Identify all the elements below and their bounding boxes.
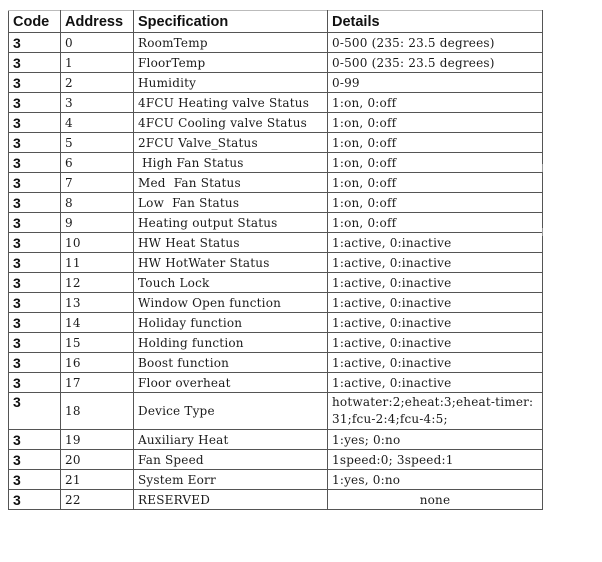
table-row: [9, 353, 543, 373]
cell-code: 3: [9, 490, 61, 510]
cell-specification: Heating output Status: [134, 213, 328, 233]
cell-code: 3: [9, 430, 61, 450]
header-code: Code: [9, 11, 61, 33]
table-row: [9, 93, 543, 113]
header-details: Details: [328, 11, 543, 33]
cell-details: none: [328, 490, 543, 510]
table-row: [9, 113, 543, 133]
cell-address: 0: [61, 33, 134, 53]
cell-address: 18: [61, 393, 134, 430]
table-row: [9, 333, 543, 353]
cell-details: 1:on, 0:off: [328, 173, 543, 193]
cell-code: 3: [9, 213, 61, 233]
cell-specification: Med Fan Status: [134, 173, 328, 193]
table-row: [9, 133, 543, 153]
cell-code: 3: [9, 113, 61, 133]
table-row: [9, 153, 543, 173]
cell-code: 3: [9, 273, 61, 293]
cell-code: 3: [9, 353, 61, 373]
cell-code: 3: [9, 173, 61, 193]
cell-details: 1:active, 0:inactive: [328, 313, 543, 333]
cell-specification: Humidity: [134, 73, 328, 93]
cell-address: 9: [61, 213, 134, 233]
cell-specification: Touch Lock: [134, 273, 328, 293]
cell-specification: Boost function: [134, 353, 328, 373]
cell-specification: 4FCU Cooling valve Status: [134, 113, 328, 133]
cell-address: 20: [61, 450, 134, 470]
cell-code: 3: [9, 93, 61, 113]
cell-specification: RESERVED: [134, 490, 328, 510]
cell-address: 2: [61, 73, 134, 93]
cell-specification: 2FCU Valve_Status: [134, 133, 328, 153]
cell-specification: System Eorr: [134, 470, 328, 490]
cell-details: hotwater:2;eheat:3;eheat-timer:31;fcu-2:4;fcu-4:5;: [328, 393, 543, 430]
cell-specification: Holding function: [134, 333, 328, 353]
table-row: [9, 313, 543, 333]
table-row: [9, 490, 543, 510]
cell-address: 17: [61, 373, 134, 393]
cell-specification: 4FCU Heating valve Status: [134, 93, 328, 113]
table-row: [9, 470, 543, 490]
table-row: [9, 193, 543, 213]
register-table-container: [8, 10, 542, 510]
cell-code: 3: [9, 73, 61, 93]
cell-details: 1:active, 0:inactive: [328, 253, 543, 273]
cell-specification: Auxiliary Heat: [134, 430, 328, 450]
table-row: [9, 430, 543, 450]
cell-address: 12: [61, 273, 134, 293]
cell-details: 1:active, 0:inactive: [328, 373, 543, 393]
scan-edge-mark: [542, 164, 543, 172]
cell-address: 16: [61, 353, 134, 373]
cell-specification: Holiday function: [134, 313, 328, 333]
cell-details: 0-500 (235: 23.5 degrees): [328, 33, 543, 53]
cell-details: 1:on, 0:off: [328, 213, 543, 233]
cell-address: 10: [61, 233, 134, 253]
cell-details: 1:yes, 0:no: [328, 470, 543, 490]
cell-specification: HW Heat Status: [134, 233, 328, 253]
header-address: Address: [61, 11, 134, 33]
cell-details: 1:on, 0:off: [328, 133, 543, 153]
cell-code: 3: [9, 53, 61, 73]
cell-code: 3: [9, 393, 61, 430]
table-row: [9, 253, 543, 273]
cell-code: 3: [9, 450, 61, 470]
register-table: [8, 10, 543, 510]
cell-details: 1:on, 0:off: [328, 113, 543, 133]
table-row: [9, 173, 543, 193]
cell-details: 1:on, 0:off: [328, 193, 543, 213]
cell-details: 1:active, 0:inactive: [328, 233, 543, 253]
cell-details: 1:active, 0:inactive: [328, 293, 543, 313]
cell-code: 3: [9, 193, 61, 213]
cell-address: 7: [61, 173, 134, 193]
cell-address: 14: [61, 313, 134, 333]
cell-specification: Floor overheat: [134, 373, 328, 393]
cell-details: 1:active, 0:inactive: [328, 333, 543, 353]
cell-details: 1:yes; 0:no: [328, 430, 543, 450]
cell-specification: RoomTemp: [134, 33, 328, 53]
table-row: [9, 33, 543, 53]
cell-details: 1:on, 0:off: [328, 93, 543, 113]
cell-code: 3: [9, 233, 61, 253]
cell-specification: Device Type: [134, 393, 328, 430]
cell-details: 0-99: [328, 73, 543, 93]
cell-specification: Low Fan Status: [134, 193, 328, 213]
cell-address: 13: [61, 293, 134, 313]
table-row: [9, 450, 543, 470]
cell-code: 3: [9, 313, 61, 333]
table-row: [9, 393, 543, 430]
table-row: [9, 273, 543, 293]
cell-code: 3: [9, 333, 61, 353]
cell-specification: FloorTemp: [134, 53, 328, 73]
cell-address: 3: [61, 93, 134, 113]
table-row: [9, 53, 543, 73]
table-row: [9, 293, 543, 313]
cell-specification: Window Open function: [134, 293, 328, 313]
cell-code: 3: [9, 293, 61, 313]
cell-specification: High Fan Status: [134, 153, 328, 173]
cell-details: 1:on, 0:off: [328, 153, 543, 173]
cell-code: 3: [9, 133, 61, 153]
cell-specification: HW HotWater Status: [134, 253, 328, 273]
cell-address: 11: [61, 253, 134, 273]
cell-details: 1:active, 0:inactive: [328, 353, 543, 373]
cell-details: 0-500 (235: 23.5 degrees): [328, 53, 543, 73]
cell-details: 1:active, 0:inactive: [328, 273, 543, 293]
cell-address: 15: [61, 333, 134, 353]
table-row: [9, 233, 543, 253]
cell-code: 3: [9, 253, 61, 273]
cell-address: 19: [61, 430, 134, 450]
cell-address: 6: [61, 153, 134, 173]
cell-details: 1speed:0; 3speed:1: [328, 450, 543, 470]
cell-address: 5: [61, 133, 134, 153]
cell-code: 3: [9, 373, 61, 393]
cell-code: 3: [9, 153, 61, 173]
cell-code: 3: [9, 470, 61, 490]
scan-edge-mark: [542, 228, 543, 236]
cell-address: 8: [61, 193, 134, 213]
table-row: [9, 213, 543, 233]
table-row: [9, 73, 543, 93]
table-row: [9, 373, 543, 393]
cell-address: 22: [61, 490, 134, 510]
table-header-row: [9, 11, 543, 33]
header-specification: Specification: [134, 11, 328, 33]
cell-address: 21: [61, 470, 134, 490]
cell-specification: Fan Speed: [134, 450, 328, 470]
cell-code: 3: [9, 33, 61, 53]
cell-address: 4: [61, 113, 134, 133]
cell-address: 1: [61, 53, 134, 73]
